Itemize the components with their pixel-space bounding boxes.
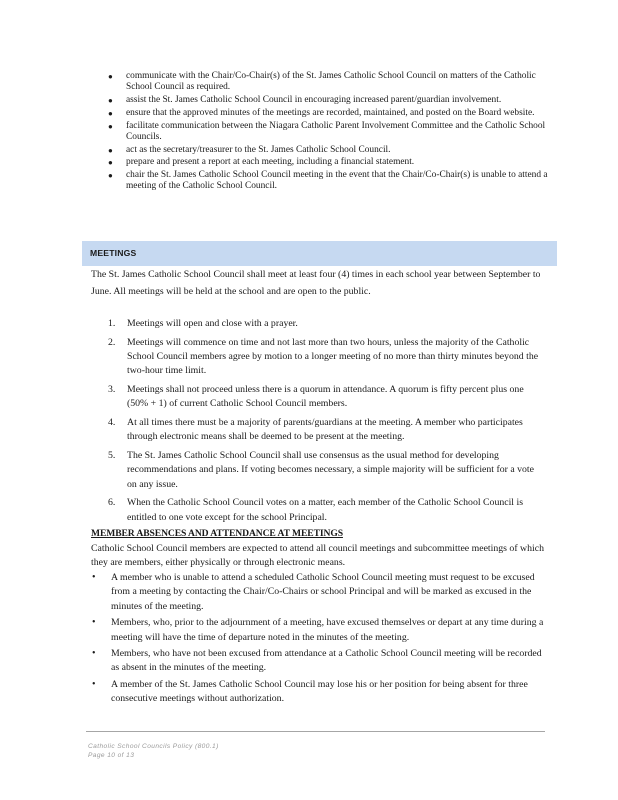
list-item: ● chair the St. James Catholic School Council meeting in the event that the Chair/Co-Chair(s) is unable to attend a meeting of the Catholic School Council. <box>108 170 548 192</box>
absences-heading: MEMBER ABSENCES AND ATTENDANCE AT MEETINGS <box>91 528 343 539</box>
list-item: 6. When the Catholic School Council votes on a matter, each member of the Catholic School Council is entitled to one vote except for the school Principal. <box>108 497 524 523</box>
list-item: ● ensure that the approved minutes of the meetings are recorded, maintained, and posted on the Board website. <box>108 107 535 118</box>
list-item: 2. Meetings will commence on time and not last more than two hours, unless the majority of the Catholic School Council members agree by motion to a longer meeting of no more than thirty minutes beyond the two-hour time limit. <box>108 336 539 377</box>
list-item: ● assist the St. James Catholic School Council in encouraging increased parent/guardian involvement. <box>108 95 502 106</box>
bullet-icon: ● <box>108 108 113 118</box>
meetings-heading: MEETINGS <box>90 248 137 258</box>
list-item: • A member who is unable to attend a scheduled Catholic School Council meeting must request to be excused from a meeting by contacting the Chair/Co-Chairs or school Principal and will be marked as excused in the minutes of the meeting. <box>92 572 535 612</box>
list-item: 4. At all times there must be a majority of parents/guardians at the meeting. A member who participates through electronic means shall be deemed to be present at the meeting. <box>108 417 523 443</box>
footer-page-number: Page 10 of 13 <box>88 751 135 759</box>
absences-list <box>91 571 546 709</box>
list-item: 5. The St. James Catholic School Council shall use consensus as the usual method for developing recommendations and plans. If voting becomes necessary, a simple majority will be sufficient for a vote on any issue. <box>108 450 534 490</box>
list-item: ● communicate with the Chair/Co-Chair(s) of the St. James Catholic School Council on matters of the Catholic School Council as required. <box>108 71 536 93</box>
meetings-rules-list <box>108 317 544 529</box>
bullet-icon: • <box>92 572 96 583</box>
bullet-icon: ● <box>108 96 113 106</box>
bullet-icon: • <box>92 617 96 629</box>
bullet-icon: ● <box>108 121 113 131</box>
meetings-section-banner <box>82 241 557 266</box>
list-item: • Members, who, prior to the adjournment of a meeting, have excused themselves or depart at any time during a meeting will have the time of departure noted in the minutes of the meeting. <box>92 617 544 643</box>
footer-policy-title: Catholic School Councils Policy (800.1) <box>88 743 219 750</box>
list-item: 3. Meetings shall not proceed unless there is a quorum in attendance. A quorum is fifty percent plus one (50% + 1) of current Catholic School Council members. <box>108 384 524 410</box>
bullet-icon: ● <box>108 171 113 181</box>
list-item: ● facilitate communication between the Niagara Catholic Parent Involvement Committee and the Catholic School Councils. <box>108 120 546 142</box>
page-footer <box>88 743 219 761</box>
bullet-icon: ● <box>108 72 113 81</box>
list-item: • A member of the St. James Catholic School Council may lose his or her position for being absent for three consecutive meetings without authorization. <box>92 678 528 705</box>
responsibilities-list <box>108 71 548 194</box>
list-item: ● act as the secretary/treasurer to the St. James Catholic School Council. <box>108 144 391 155</box>
list-item: ● prepare and present a report at each meeting, including a financial statement. <box>108 157 415 168</box>
bullet-icon: ● <box>108 158 113 168</box>
bullet-icon: • <box>92 648 96 660</box>
footer-divider <box>86 731 545 732</box>
list-item: 1. Meetings will open and close with a prayer. <box>108 318 298 329</box>
list-item: • Members, who have not been excused from attendance at a Catholic School Council meeting will be recorded as absent in the minutes of the meeting. <box>92 648 542 674</box>
bullet-icon: ● <box>108 145 113 155</box>
meetings-intro: The St. James Catholic School Council shall meet at least four (4) times in each school year between September to June. All meetings will be held at the school and are open to the public. <box>91 269 541 297</box>
absences-intro: Catholic School Council members are expected to attend all council meetings and subcommittee meetings of which they are members, either physically or through electronic means. <box>91 543 544 569</box>
bullet-icon: • <box>92 678 96 690</box>
